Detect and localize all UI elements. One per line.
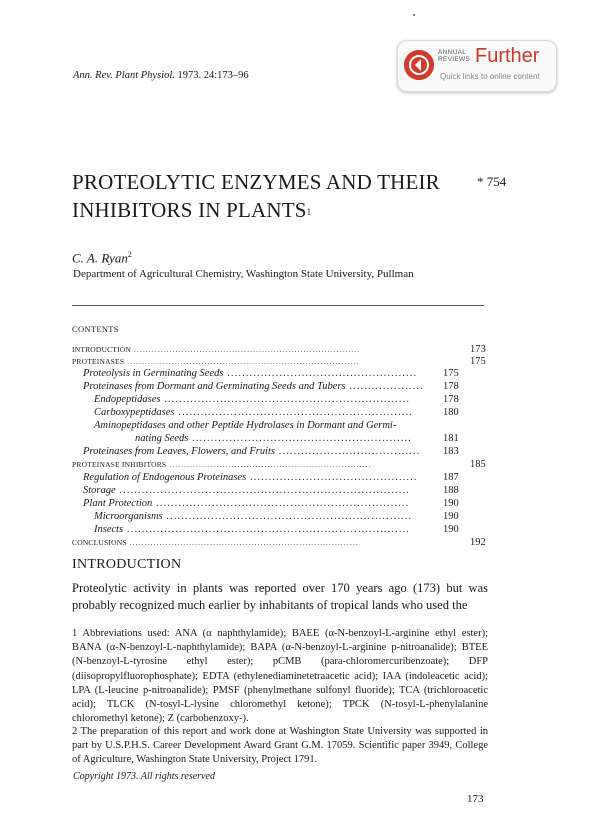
- header-divider: [72, 305, 484, 306]
- toc-entry[interactable]: [94, 419, 396, 432]
- toc-leader-dots: .............................................................................: [126, 538, 359, 547]
- toc-entry-label: Insects: [94, 524, 124, 535]
- toc-entry-page: 181: [443, 433, 459, 444]
- toc-entry-page: 188: [443, 485, 459, 496]
- page-number: 173: [467, 793, 484, 805]
- toc-entry[interactable]: [94, 523, 459, 536]
- toc-leader-dots: ....................: [345, 381, 424, 392]
- toc-entry[interactable]: [94, 510, 459, 523]
- toc-entry-label: Regulation of Endogenous Proteinases: [83, 472, 247, 483]
- badge-brand-line2: REVIEWS: [438, 56, 471, 63]
- toc-entry-label: INTRODUCTION: [72, 345, 132, 354]
- title-marker: * 754: [477, 174, 507, 189]
- toc-entry[interactable]: [83, 471, 459, 484]
- footnote-2: 2 The preparation of this report and work done at Washington State University was supported in part by U.S.P.H.S. Career Development Award Grant G.M. 17059. Scientific paper 3949, College of Agriculture, Washington State University, Project 1791.: [72, 726, 488, 766]
- toc-leader-dots: ..................................................................: [162, 511, 413, 522]
- toc-entry-page: 183: [443, 446, 459, 457]
- toc-entry-page: 187: [443, 472, 459, 483]
- toc-leader-dots: ...........................................................: [188, 433, 412, 444]
- badge-brand: [438, 49, 470, 63]
- toc-entry-page: 190: [443, 498, 459, 509]
- toc-entry[interactable]: [83, 380, 459, 393]
- toc-entry[interactable]: [83, 497, 459, 510]
- toc-entry-label: nating Seeds: [135, 433, 189, 444]
- toc-entry[interactable]: [72, 458, 486, 471]
- toc-entry-label: PROTEINASE INHIBITORS: [72, 460, 167, 469]
- journal-citation: [73, 70, 249, 81]
- toc-entry[interactable]: [83, 484, 459, 497]
- footnote-1: 1 Abbreviations used: ANA (α naphthylamide); BAEE (α-N-benzoyl-L-arginine ethyl ester); BANA (α-N-benzoyl-L-naphthylamide); BAPA (α-N-benzoyl-L-arginine p-nitroanalide); BTEE (N-benzoyl-L-tyrosine ethyl ester); pCMB (para-chloromercuribenzoate); DFP (diisopropylfluorophosphate); EDTA (ethylenediaminetetraacetic acid); IAA (indoleacetic acid); LPA (L-leucine p-nitroanalide); PMSF (phenylmethane sulfonyl fluoride); TCA (trichloroacetic acid); TLCK (N-tosyl-L-lysine chloromethyl ketone); TPCK (N-tosyl-L-phenylalanine chloromethyl ketone); Z (carbobenzoxy-).: [72, 628, 488, 725]
- badge-title: Further: [475, 45, 540, 67]
- title-footnote-marker: 1: [306, 207, 312, 217]
- toc-entry[interactable]: [83, 367, 459, 380]
- toc-leader-dots: ..............................................................................: [115, 485, 410, 496]
- toc-entry-label: Storage: [83, 485, 116, 496]
- badge-subtitle: Quick links to online content: [440, 72, 540, 81]
- toc-entry-label: Endopeptidases: [94, 394, 161, 405]
- contents-heading: CONTENTS: [72, 324, 119, 334]
- toc-entry-page: 178: [443, 394, 459, 405]
- annual-reviews-logo-icon: [404, 50, 434, 80]
- toc-entry-page: 192: [470, 537, 486, 548]
- toc-entry-page: 173: [470, 344, 486, 355]
- toc-entry[interactable]: [72, 536, 486, 549]
- toc-leader-dots: ......................................: [275, 446, 421, 457]
- copyright-notice: Copyright 1973. All rights reserved: [73, 771, 215, 782]
- toc-leader-dots: ............................................................................: [131, 345, 361, 354]
- toc-entry[interactable]: [83, 445, 459, 458]
- toc-entry-label: Carboxypeptidases: [94, 407, 175, 418]
- toc-entry-page: 178: [443, 381, 459, 392]
- toc-entry[interactable]: [94, 393, 459, 406]
- toc-leader-dots: ...............................................................: [174, 407, 413, 418]
- toc-leader-dots: ...................................................: [223, 368, 418, 379]
- journal-name: Ann. Rev. Plant Physiol.: [73, 70, 175, 81]
- author-name: [72, 250, 132, 266]
- toc-leader-dots: ..............................................................................: [124, 357, 360, 366]
- toc-leader-dots: ............................................................................: [123, 524, 410, 535]
- title-line-2: [72, 196, 440, 224]
- toc-entry-label: PROTEINASES: [72, 357, 125, 366]
- toc-entry-label: CONCLUSIONS: [72, 538, 127, 547]
- toc-entry[interactable]: [135, 432, 459, 445]
- toc-entry-label: Proteinases from Dormant and Germinating Seeds and Tubers: [83, 381, 346, 392]
- toc-entry[interactable]: [94, 406, 459, 419]
- toc-entry-page: 175: [470, 356, 486, 367]
- author-footnote-marker: 2: [127, 250, 132, 259]
- speck-mark: [413, 14, 415, 16]
- introduction-paragraph: Proteolytic activity in plants was reported over 170 years ago (173) but was probably recognized much earlier by inhabitants of tropical lands who used the: [72, 581, 488, 612]
- toc-entry-label: Aminopeptidases and other Peptide Hydrolases in Dormant and Germi-: [94, 420, 397, 431]
- journal-volume-pages: 1973. 24:173–96: [177, 70, 249, 81]
- title-line-1: PROTEOLYTIC ENZYMES AND THEIR: [72, 170, 440, 194]
- toc-entry-label: Proteolysis in Germinating Seeds: [83, 368, 224, 379]
- badge-brand-line1: ANNUAL: [438, 49, 467, 56]
- introduction-heading: INTRODUCTION: [72, 557, 182, 572]
- toc-leader-dots: .............................................: [246, 472, 418, 483]
- toc-entry-page: 180: [443, 407, 459, 418]
- toc-entry-label: Proteinases from Leaves, Flowers, and Fruits: [83, 446, 276, 457]
- toc-entry-label: Plant Protection: [83, 498, 153, 509]
- toc-entry-page: 185: [470, 459, 486, 470]
- toc-entry-page: 190: [443, 524, 459, 535]
- further-annual-reviews-badge[interactable]: [397, 40, 557, 92]
- author-affiliation: Department of Agricultural Chemistry, Washington State University, Pullman: [73, 268, 414, 280]
- toc-leader-dots: ....................................................................: [152, 498, 410, 509]
- toc-entry-label: Microorganisms: [94, 511, 163, 522]
- toc-leader-dots: ....................................................................: [166, 460, 372, 469]
- toc-entry-page: 190: [443, 511, 459, 522]
- toc-leader-dots: ..................................................................: [160, 394, 411, 405]
- article-title: [72, 168, 440, 224]
- title-line-2-text: INHIBITORS IN PLANTS: [72, 198, 307, 222]
- toc-entry-page: 175: [443, 368, 459, 379]
- author-name-text: C. A. Ryan: [72, 250, 128, 266]
